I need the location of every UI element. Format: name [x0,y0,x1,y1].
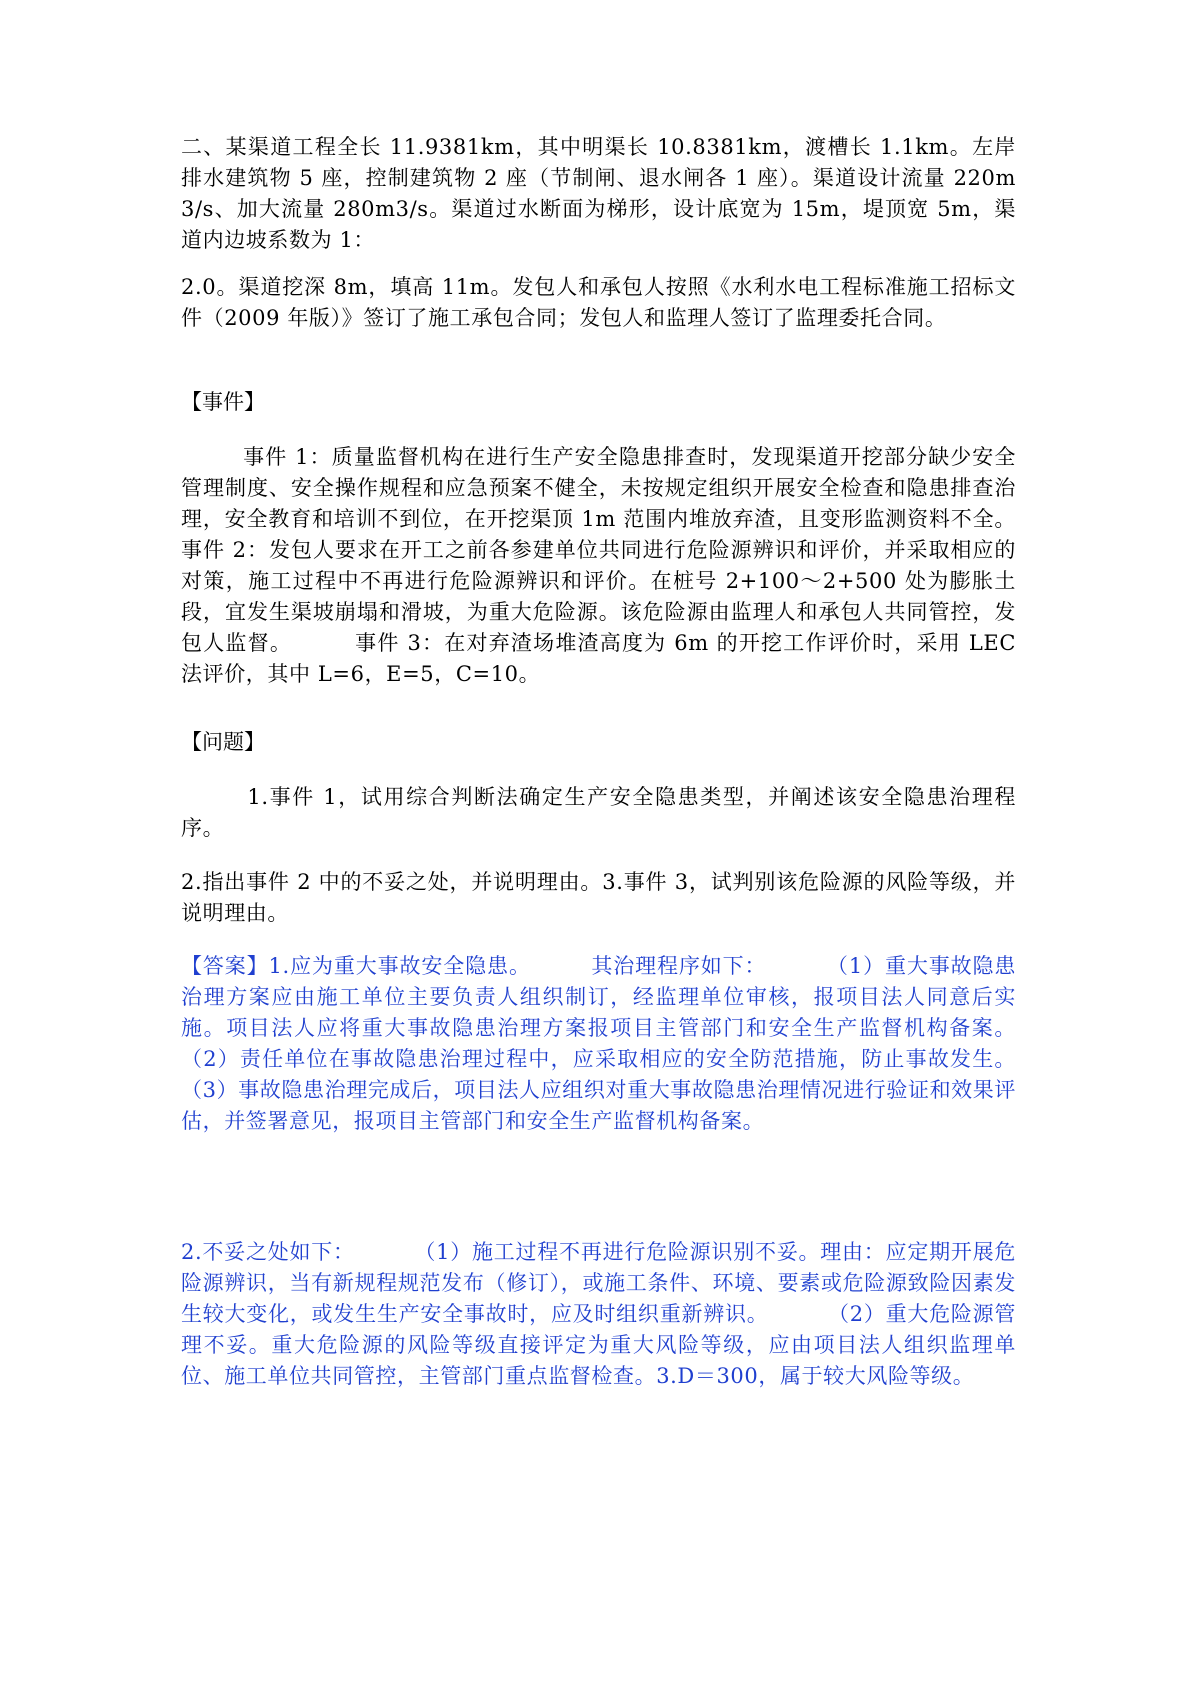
events-heading: 【事件】 [181,390,265,414]
answer-paragraph-2: 2.不妥之处如下： （1）施工过程不再进行危险源识别不妥。理由：应定期开展危险源辨识，当有新规程规范发布（修订），或施工条件、环境、要素或危险源致险因素发生较大变化，或发生生产安全事故时，应及时组织重新辨识。 （2）重大危险源管理不妥。重大危险源的风险等级直接评定为重大风险等级，应由项目法人组织监理单位、施工单位共同管控，主管部门重点监督检查。3.D＝300，属于较大风险等级。 [181,1240,1016,1388]
intro-paragraph-1: 二、某渠道工程全长 11.9381km，其中明渠长 10.8381km，渡槽长 1.1km。左岸排水建筑物 5 座，控制建筑物 2 座（节制闸、退水闸各 1 座）。渠道设计流量 220m3/s、加大流量 280m3/s。渠道过水断面为梯形，设计底宽为 15m，堤顶宽 5m，渠道内边坡系数为 1： [181,135,1016,252]
question-2-3: 2.指出事件 2 中的不妥之处，并说明理由。3.事件 3，试判别该危险源的风险等级，并说明理由。 [181,870,1016,925]
questions-heading: 【问题】 [181,730,265,754]
events-paragraph: 事件 1：质量监督机构在进行生产安全隐患排查时，发现渠道开挖部分缺少安全管理制度、安全操作规程和应急预案不健全，未按规定组织开展安全检查和隐患排查治理，安全教育和培训不到位，在开挖渠顶 1m 范围内堆放弃渣，且变形监测资料不全。 事件 2：发包人要求在开工之前各参建单位共同进行危险源辨识和评价，并采取相应的对策，施工过程中不再进行危险源辨识和评价。在桩号 2+100～2+500 处为膨胀土段，宜发生渠坡崩塌和滑坡，为重大危险源。该危险源由监理人和承包人共同管控，发包人监督。 事件 3：在对弃渣场堆渣高度为 6m 的开挖工作评价时，采用 LEC 法评价，其中 L=6，E=5，C=10。 [181,445,1075,686]
answer-paragraph-1: 【答案】1.应为重大事故安全隐患。 其治理程序如下： （1）重大事故隐患治理方案应由施工单位主要负责人组织制订，经监理单位审核，报项目法人同意后实施。项目法人应将重大事故隐患治理方案报项目主管部门和安全生产监督机构备案。 （2）责任单位在事故隐患治理过程中，应采取相应的安全防范措施，防止事故发生。 （3）事故隐患治理完成后，项目法人应组织对重大事故隐患治理情况进行验证和效果评估，并签署意见，报项目主管部门和安全生产监督机构备案。 [181,954,1075,1133]
intro-paragraph-2: 2.0。渠道挖深 8m，填高 11m。发包人和承包人按照《水利水电工程标准施工招标文件（2009 年版）》签订了施工承包合同；发包人和监理人签订了监理委托合同。 [181,275,1016,330]
question-1: 1.事件 1，试用综合判断法确定生产安全隐患类型，并阐述该安全隐患治理程序。 [181,785,1017,840]
